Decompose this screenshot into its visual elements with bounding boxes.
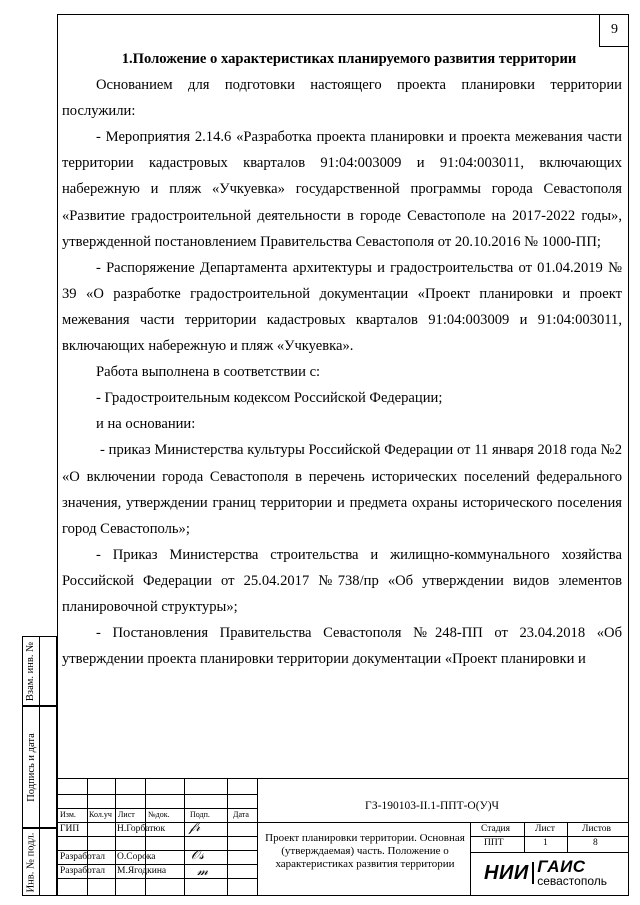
role-developer: Разработал <box>60 852 105 862</box>
signature-developer: 𝒪𝓈 <box>191 848 204 863</box>
paragraph: и на основании: <box>96 416 196 433</box>
role-gip: ГИП <box>60 824 80 834</box>
signature-developer: 𝓂 <box>197 864 209 879</box>
paragraph: - приказ Министерства культуры Российской Федерации от 11 января 2018 года №2 «О включении города Севастополя в перечень исторических поселений федерального значения, утверждении границ территории и предмета охраны исторического поселения город Севастополь»; <box>62 442 622 537</box>
paragraph: - Постановления Правительства Севастополя №248-ПП от 23.04.2018 «Об утверждении проекта планировки территории документации «Проект планировки и <box>62 625 622 668</box>
header-izm: Изм. <box>60 810 76 819</box>
side-cell-inv-vzam <box>22 636 57 706</box>
page-number: 9 <box>599 14 629 47</box>
paragraph: Работа выполнена в соответствии с: <box>96 364 321 381</box>
stage-value: ППТ <box>484 838 504 848</box>
header-n-dok: №док. <box>148 810 170 819</box>
role-developer: Разработал <box>60 866 105 876</box>
header-kol-uch: Кол.уч <box>89 810 112 819</box>
logo-separator <box>532 862 535 884</box>
paragraph: - Градостроительным кодексом Российской Федерации; <box>96 390 443 407</box>
side-label-inv-vzam: Взам. инв. № <box>25 641 37 701</box>
name-developer: О.Сорока <box>117 852 156 862</box>
organization-logo <box>484 858 607 888</box>
side-label-sign-date: Подпись и дата <box>25 732 37 802</box>
sheets-value: 8 <box>593 838 598 848</box>
header-data: Дата <box>233 810 249 819</box>
sheets-header: Листов <box>582 824 612 834</box>
side-label-inv-podl: Инв. № подл. <box>25 832 37 892</box>
document-body <box>62 46 622 672</box>
stage-header: Стадия <box>481 824 510 834</box>
title-block <box>57 778 629 896</box>
document-title: Проект планировки территории. Основная (утверждаемая) часть. Положение о характеристиках развития территории <box>265 832 465 870</box>
side-cell-sign-date <box>22 706 57 828</box>
paragraph: Основанием для подготовки настоящего проекта планировки территории послужили: <box>62 77 622 120</box>
name-gip: Н.Горбатюк <box>117 824 166 834</box>
sheet-value: 1 <box>543 838 548 848</box>
name-developer: М.Ягодкина <box>117 866 167 876</box>
paragraph: - Распоряжение Департамента архитектуры и градостроительства от 01.04.2019 № 39 «О разработке градостроительной документации «Проект планировки и проект межевания части территории кадастровых кварталов 91:04:003009 и 91:04:003011, включающих набережную и пляж «Учкуевка». <box>62 259 622 355</box>
sheet-header: Лист <box>535 824 555 834</box>
paragraph: - Мероприятия 2.14.6 «Разработка проекта планировки и проекта межевания части территории кадастровых кварталов 91:04:003009 и 91:04:003011, включающих набережную и пляж «Учкуевка» государственной программы города Севастополя «Развитие градостроительной деятельности в городе Севастополе на 2017-2022 годы», утвержденной постановлением Правительства Севастополя от 20.10.2016 № 1000-ПП; <box>62 129 622 250</box>
side-cell-inv-podl <box>22 828 57 896</box>
signature-gip: 𝒻𝓇 <box>189 820 201 835</box>
header-podp: Подп. <box>190 810 210 819</box>
section-title: 1.Положение о характеристиках планируемого развития территории <box>121 51 577 67</box>
side-strip <box>22 636 57 896</box>
logo-nii: НИИ <box>484 861 529 884</box>
logo-gais: ГАИС <box>537 857 586 876</box>
logo-subtitle: севастополь <box>537 874 608 888</box>
header-list: Лист <box>118 810 135 819</box>
paragraph: - Приказ Министерства строительства и жилищно-коммунального хозяйства Российской Федерации от 25.04.2017 №738/пр «Об утверждении видов элементов планировочной структуры»; <box>62 546 622 615</box>
document-code: ГЗ-190103-II.1-ППТ-О(У)Ч <box>365 800 500 812</box>
